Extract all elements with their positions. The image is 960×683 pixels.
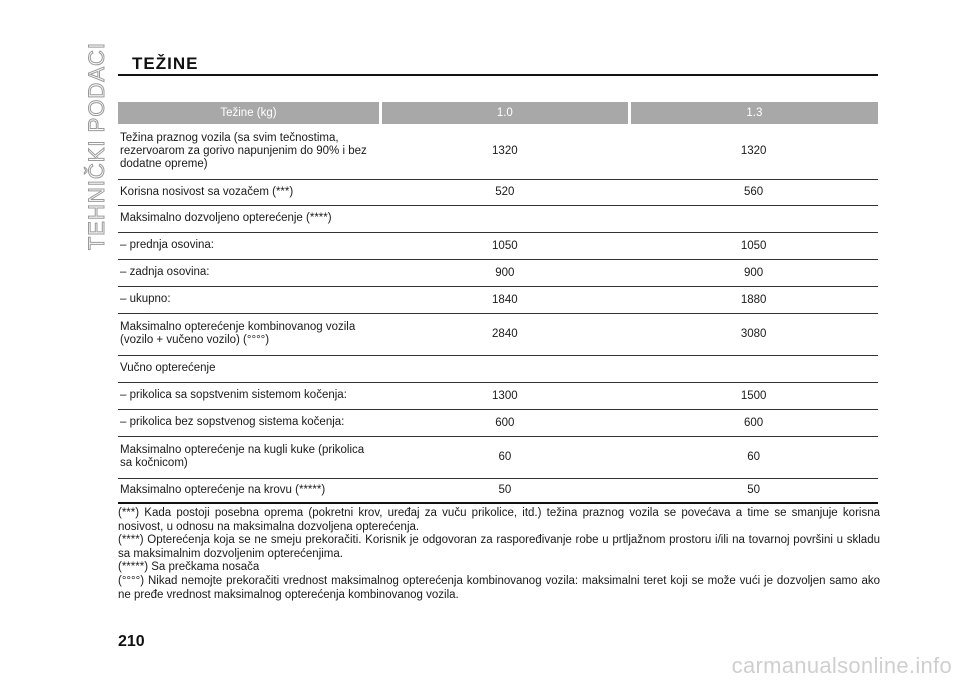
header-engine-1-0: 1.0	[380, 102, 629, 124]
table-row	[118, 179, 878, 205]
row-label: – prikolica sa sopstvenim sistemom kočenja:	[118, 382, 380, 409]
table-row	[118, 313, 878, 355]
table-row	[118, 286, 878, 313]
row-value-1-0: 1300	[380, 382, 629, 409]
row-label: – ukupno:	[118, 286, 380, 313]
row-label: Korisna nosivost sa vozačem (***)	[118, 179, 380, 205]
row-value-1-3: 560	[629, 179, 878, 205]
table-row	[118, 124, 878, 179]
row-value-1-0: 1320	[380, 124, 629, 179]
title-divider	[118, 74, 878, 76]
row-value-1-0: 900	[380, 259, 629, 286]
row-label: – zadnja osovina:	[118, 259, 380, 286]
table-row	[118, 355, 878, 382]
row-value-1-0: 520	[380, 179, 629, 205]
row-value-1-0: 1840	[380, 286, 629, 313]
row-value-1-3: 1320	[629, 124, 878, 179]
row-value-1-3: 600	[629, 409, 878, 436]
row-value-1-0: 2840	[380, 313, 629, 355]
row-label: Maksimalno opterećenje kombinovanog vozila (vozilo + vučeno vozilo) (°°°°)	[118, 313, 380, 355]
header-engine-1-3: 1.3	[629, 102, 878, 124]
page-number: 210	[118, 633, 145, 650]
row-label: Maksimalno opterećenje na krovu (*****)	[118, 478, 380, 503]
section-side-tab	[86, 42, 108, 262]
table-row	[118, 382, 878, 409]
row-value-1-3: 900	[629, 259, 878, 286]
row-label: Težina praznog vozila (sa svim tečnostima, rezervoarom za gorivo napunjenim do 90% i bez dodatne opreme)	[118, 124, 380, 179]
row-label: Maksimalno opterećenje na kugli kuke (prikolica sa kočnicom)	[118, 436, 380, 478]
row-value-1-3: 60	[629, 436, 878, 478]
table-row	[118, 478, 878, 503]
row-value-1-3: 1880	[629, 286, 878, 313]
footnote: (*****) Sa prečkama nosača	[118, 561, 260, 574]
footnote: (°°°°) Nikad nemojte prekoračiti vrednost maksimalnog opterećenja kombinovanog vozila: maksimalni teret koji se može vući je dozvoljen samo ako ne pređe vrednost maksimalnog opterećenja kombinovanog vozila.	[118, 574, 880, 601]
header-weights: Težine (kg)	[118, 102, 380, 124]
row-value-1-3	[629, 355, 878, 382]
side-tab-label: TEHNIČKI PODACI	[84, 42, 109, 251]
table-row	[118, 436, 878, 478]
row-value-1-3: 3080	[629, 313, 878, 355]
row-value-1-0: 50	[380, 478, 629, 503]
row-value-1-0: 60	[380, 436, 629, 478]
row-label: – prednja osovina:	[118, 232, 380, 259]
table-row	[118, 205, 878, 232]
footnote: (***) Kada postoji posebna oprema (pokretni krov, uređaj za vuču prikolice, itd.) težina praznog vozila se povećava a time se smanjuje korisna nosivost, u odnosu na maksimalna dozvoljena opterećenja.	[118, 507, 880, 533]
row-value-1-0	[380, 205, 629, 232]
table-header-row	[118, 102, 878, 124]
footnotes	[118, 507, 880, 602]
row-value-1-0	[380, 355, 629, 382]
table-row	[118, 409, 878, 436]
row-value-1-3	[629, 205, 878, 232]
table-row	[118, 259, 878, 286]
footnote: (****) Opterećenja koja se ne smeju prekoračiti. Korisnik je odgovoran za raspoređivanje robe u prtljažnom prostoru i/ili na tovarnoj površini u skladu sa maksimalnim dozvoljenim opterećenjima.	[118, 534, 880, 560]
row-label: Vučno opterećenje	[118, 355, 380, 382]
table-row	[118, 232, 878, 259]
row-label: – prikolica bez sopstvenog sistema kočenja:	[118, 409, 380, 436]
row-value-1-3: 1050	[629, 232, 878, 259]
row-value-1-0: 1050	[380, 232, 629, 259]
row-label: Maksimalno dozvoljeno opterećenje (****)	[118, 205, 380, 232]
row-value-1-3: 50	[629, 478, 878, 503]
row-value-1-3: 1500	[629, 382, 878, 409]
weights-table	[118, 102, 878, 504]
section-title: TEŽINE	[132, 54, 199, 73]
watermark: carmanualsonline.info	[731, 653, 952, 678]
row-value-1-0: 600	[380, 409, 629, 436]
